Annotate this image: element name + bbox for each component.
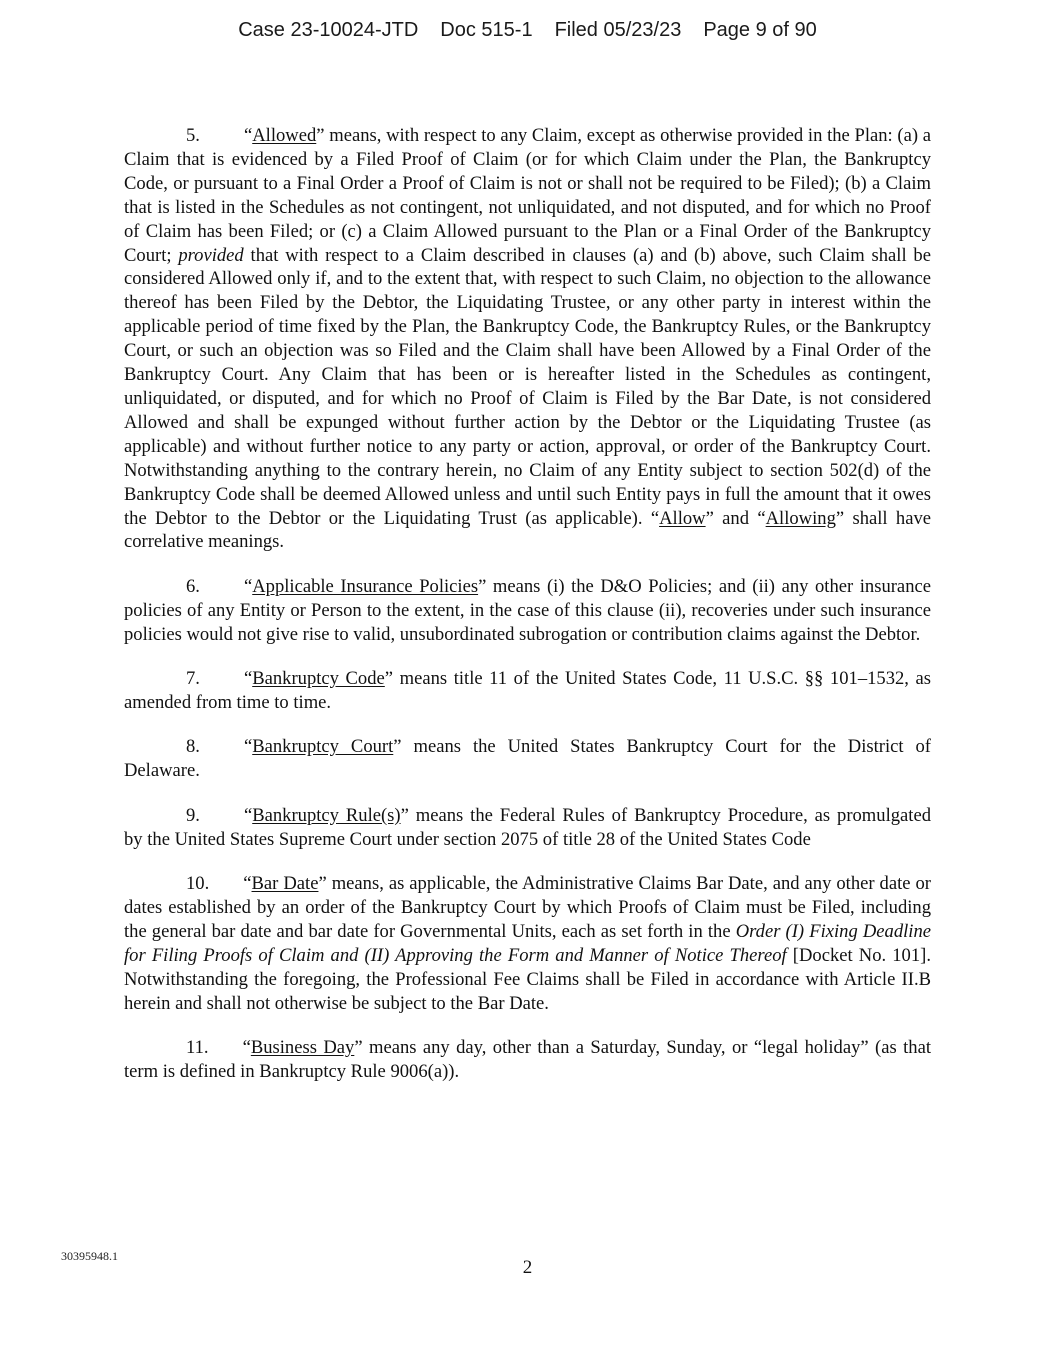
- order-title: Order (I) Fixing Deadline for Filing Proofs of Claim and (II) Approving the Form and Manner of Notice Thereof: [124, 920, 931, 966]
- defined-term: Business Day: [250, 1036, 355, 1058]
- definition-paragraph-5: 5. “Allowed” means, with respect to any Claim, except as otherwise provided in the Plan: (a) a Claim that is evidenced by a Filed Proof of Claim (or for which Claim under the Plan, the Bankruptcy Code, or pursuant to a Final Order a Proof of Claim is not or shall not be required to be Filed); (b) a Claim that is listed in the Schedules as not contingent, not unliquidated, and not disputed, and for which no Proof of Claim has been Filed; or (c) a Claim Allowed pursuant to the Plan or a Final Order of the Bankruptcy Court; provided that with respect to a Claim described in clauses (a) and (b) above, such Claim shall be considered Allowed only if, and to the extent that, with respect to such Claim, no objection to the allowance thereof has been Filed by the Debtor, the Liquidating Trustee, or any other party in interest within the applicable period of time fixed by the Plan, the Bankruptcy Code, the Bankruptcy Rules, or the Bankruptcy Court, or such an objection was so Filed and the Claim shall have been Allowed by a Final Order of the Bankruptcy Court. Any Claim that has been or is hereafter listed in the Schedules as contingent, unliquidated, or disputed, and for which no Proof of Claim is Filed by the Bar Date, is not considered Allowed and shall be expunged without further action by the Debtor or the Liquidating Trustee (as applicable) and without further notice to any party or action, approval, or order of the Bankruptcy Court. Notwithstanding anything to the contrary herein, no Claim of any Entity subject to section 502(d) of the Bankruptcy Code shall be deemed Allowed unless and until such Entity pays in full the amount that it owes the Debtor to the Debtor or the Liquidating Trust (as applicable). “Allow” and “Allowing” shall have correlative meanings.: [124, 125, 932, 553]
- paragraph-number: 10.: [186, 872, 210, 894]
- paragraph-number: 9.: [186, 804, 200, 826]
- page-number: 2: [522, 1257, 533, 1278]
- defined-term: Bankruptcy Code: [252, 668, 385, 690]
- page-indicator: Page 9 of 90: [703, 19, 817, 41]
- doc-number: Doc 515-1: [440, 19, 533, 41]
- paragraph-number: 8.: [186, 736, 200, 758]
- paragraph-number: 11.: [186, 1036, 209, 1058]
- filed-date: Filed 05/23/23: [554, 19, 682, 41]
- case-number: Case 23-10024-JTD: [238, 19, 419, 41]
- defined-term: Applicable Insurance Policies: [252, 575, 479, 597]
- defined-term: Allowing: [765, 507, 836, 529]
- paragraph-number: 7.: [186, 668, 200, 690]
- definition-paragraph-9: 9. “Bankruptcy Rule(s)” means the Federal Rules of Bankruptcy Procedure, as promulgated by the United States Supreme Court under section 2075 of title 28 of the United States Code: [124, 804, 931, 850]
- defined-term: Allow: [659, 507, 706, 529]
- defined-term: Bankruptcy Rule(s): [252, 804, 401, 826]
- definition-paragraph-10: 10. “Bar Date” means, as applicable, the Administrative Claims Bar Date, and any other date or dates established by an order of the Bankruptcy Court by which Proofs of Claim must be Filed, including the general bar date and bar date for Governmental Units, each as set forth in the Order (I) Fixing Deadline for Filing Proofs of Claim and (II) Approving the Form and Manner of Notice Thereof [Docket No. 101]. Notwithstanding the foregoing, the Professional Fee Claims shall be Filed in accordance with Article II.B herein and shall not otherwise be subject to the Bar Date.: [124, 872, 931, 1014]
- paragraph-number: 5.: [186, 125, 200, 146]
- definition-paragraph-7: 7. “Bankruptcy Code” means title 11 of the United States Code, 11 U.S.C. §§ 101–1532, as amended from time to time.: [124, 668, 932, 713]
- definition-paragraph-8: 8. “Bankruptcy Court” means the United States Bankruptcy Court for the District of Delaware.: [124, 736, 931, 782]
- document-body: [124, 124, 931, 1104]
- definition-paragraph-6: 6. “Applicable Insurance Policies” means (i) the D&O Policies; and (ii) any other insurance policies of any Entity or Person to the extent, in the case of this clause (ii), recoveries under such insurance policies would not give rise to valid, unsubordinated subrogation or contribution claims against the Debtor.: [124, 575, 931, 645]
- definition-paragraph-11: 11. “Business Day” means any day, other than a Saturday, Sunday, or “legal holiday” (as that term is defined in Bankruptcy Rule 9006(a)).: [124, 1036, 931, 1082]
- paragraph-number: 6.: [186, 575, 200, 597]
- document-id: 30395948.1: [61, 1249, 118, 1263]
- defined-term: Bar Date: [251, 872, 319, 894]
- defined-term: Bankruptcy Court: [252, 736, 394, 758]
- case-header: [0, 19, 1055, 42]
- defined-term: Allowed: [252, 125, 317, 146]
